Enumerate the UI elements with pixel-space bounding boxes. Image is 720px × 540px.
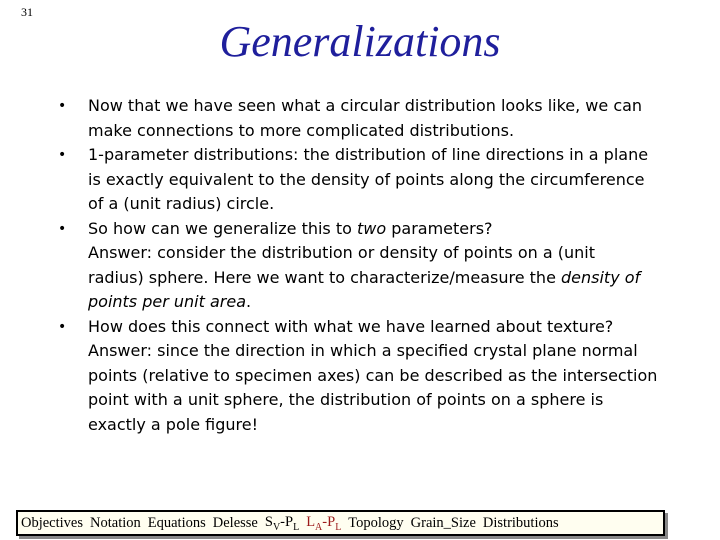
nav-text: L [306, 513, 316, 530]
nav-link-equations[interactable]: Equations [147, 514, 206, 531]
bullet-item [58, 143, 673, 217]
nav-text: -P [280, 513, 294, 530]
text-segment: parameters? [386, 218, 493, 238]
bullet-text-line: of a (unit radius) circle. [88, 194, 275, 213]
text-segment: . [246, 292, 252, 311]
nav-bar [16, 510, 665, 536]
bullet-text-line: points (relative to specimen axes) can be described as the intersection [88, 365, 658, 385]
bullet-text-line: is exactly equivalent to the density of points along the circumference [88, 169, 645, 189]
nav-link-grain-size[interactable]: Grain_Size [410, 514, 476, 531]
slide-number: 31 [21, 5, 33, 19]
emphasis-text: density of [561, 267, 641, 287]
bullet-text-line: Answer: since the direction in which a specified crystal plane normal [88, 341, 638, 360]
nav-subscript: V [272, 521, 281, 533]
nav-subscript: A [315, 521, 323, 533]
nav-link-sv-pl[interactable] [265, 514, 299, 533]
bullet-icon: • [58, 318, 67, 335]
nav-link-topology[interactable]: Topology [348, 514, 404, 531]
text-segment: radius) sphere. Here we want to characterize/measure the [88, 267, 561, 287]
bullet-icon: • [58, 220, 67, 237]
nav-link-objectives[interactable]: Objectives [21, 514, 84, 531]
nav-link-delesse[interactable]: Delesse [212, 514, 258, 531]
bullet-icon: • [58, 98, 67, 114]
text-segment: So how can we generalize this to [88, 218, 357, 238]
bullet-icon: • [58, 147, 67, 163]
bullet-text-line: Answer: consider the distribution or density of points on a (unit [88, 243, 595, 262]
bullet-text-line: point with a unit sphere, the distribution of points on a sphere is [88, 390, 604, 409]
emphasis-text: points per unit area [88, 292, 247, 311]
nav-subscript: L [293, 521, 300, 533]
bullet-list [58, 94, 673, 437]
nav-link-notation[interactable]: Notation [90, 514, 141, 531]
bullet-text-line: exactly a pole figure! [88, 414, 258, 434]
bullet-item [58, 315, 673, 438]
bullet-text-line [88, 217, 673, 242]
bullet-text-line [88, 290, 673, 315]
nav-text: S [264, 513, 273, 530]
bullet-text-line: make connections to more complicated distributions. [88, 120, 515, 140]
bullet-text-line: Now that we have seen what a circular distribution looks like, we can [88, 96, 643, 115]
bullet-item [58, 94, 673, 143]
slide-title: Generalizations [219, 17, 501, 66]
bullet-text-line [88, 266, 673, 291]
bullet-text-line: How does this connect with what we have learned about texture? [88, 316, 614, 336]
emphasis-text: two [357, 218, 387, 238]
nav-link-distributions[interactable]: Distributions [482, 514, 559, 531]
bullet-text-line: 1-parameter distributions: the distribution of line directions in a plane [88, 145, 649, 164]
nav-subscript: L [335, 521, 342, 533]
bullet-item [58, 217, 673, 315]
nav-link-la-pl[interactable] [306, 514, 341, 533]
nav-text: -P [322, 513, 336, 530]
